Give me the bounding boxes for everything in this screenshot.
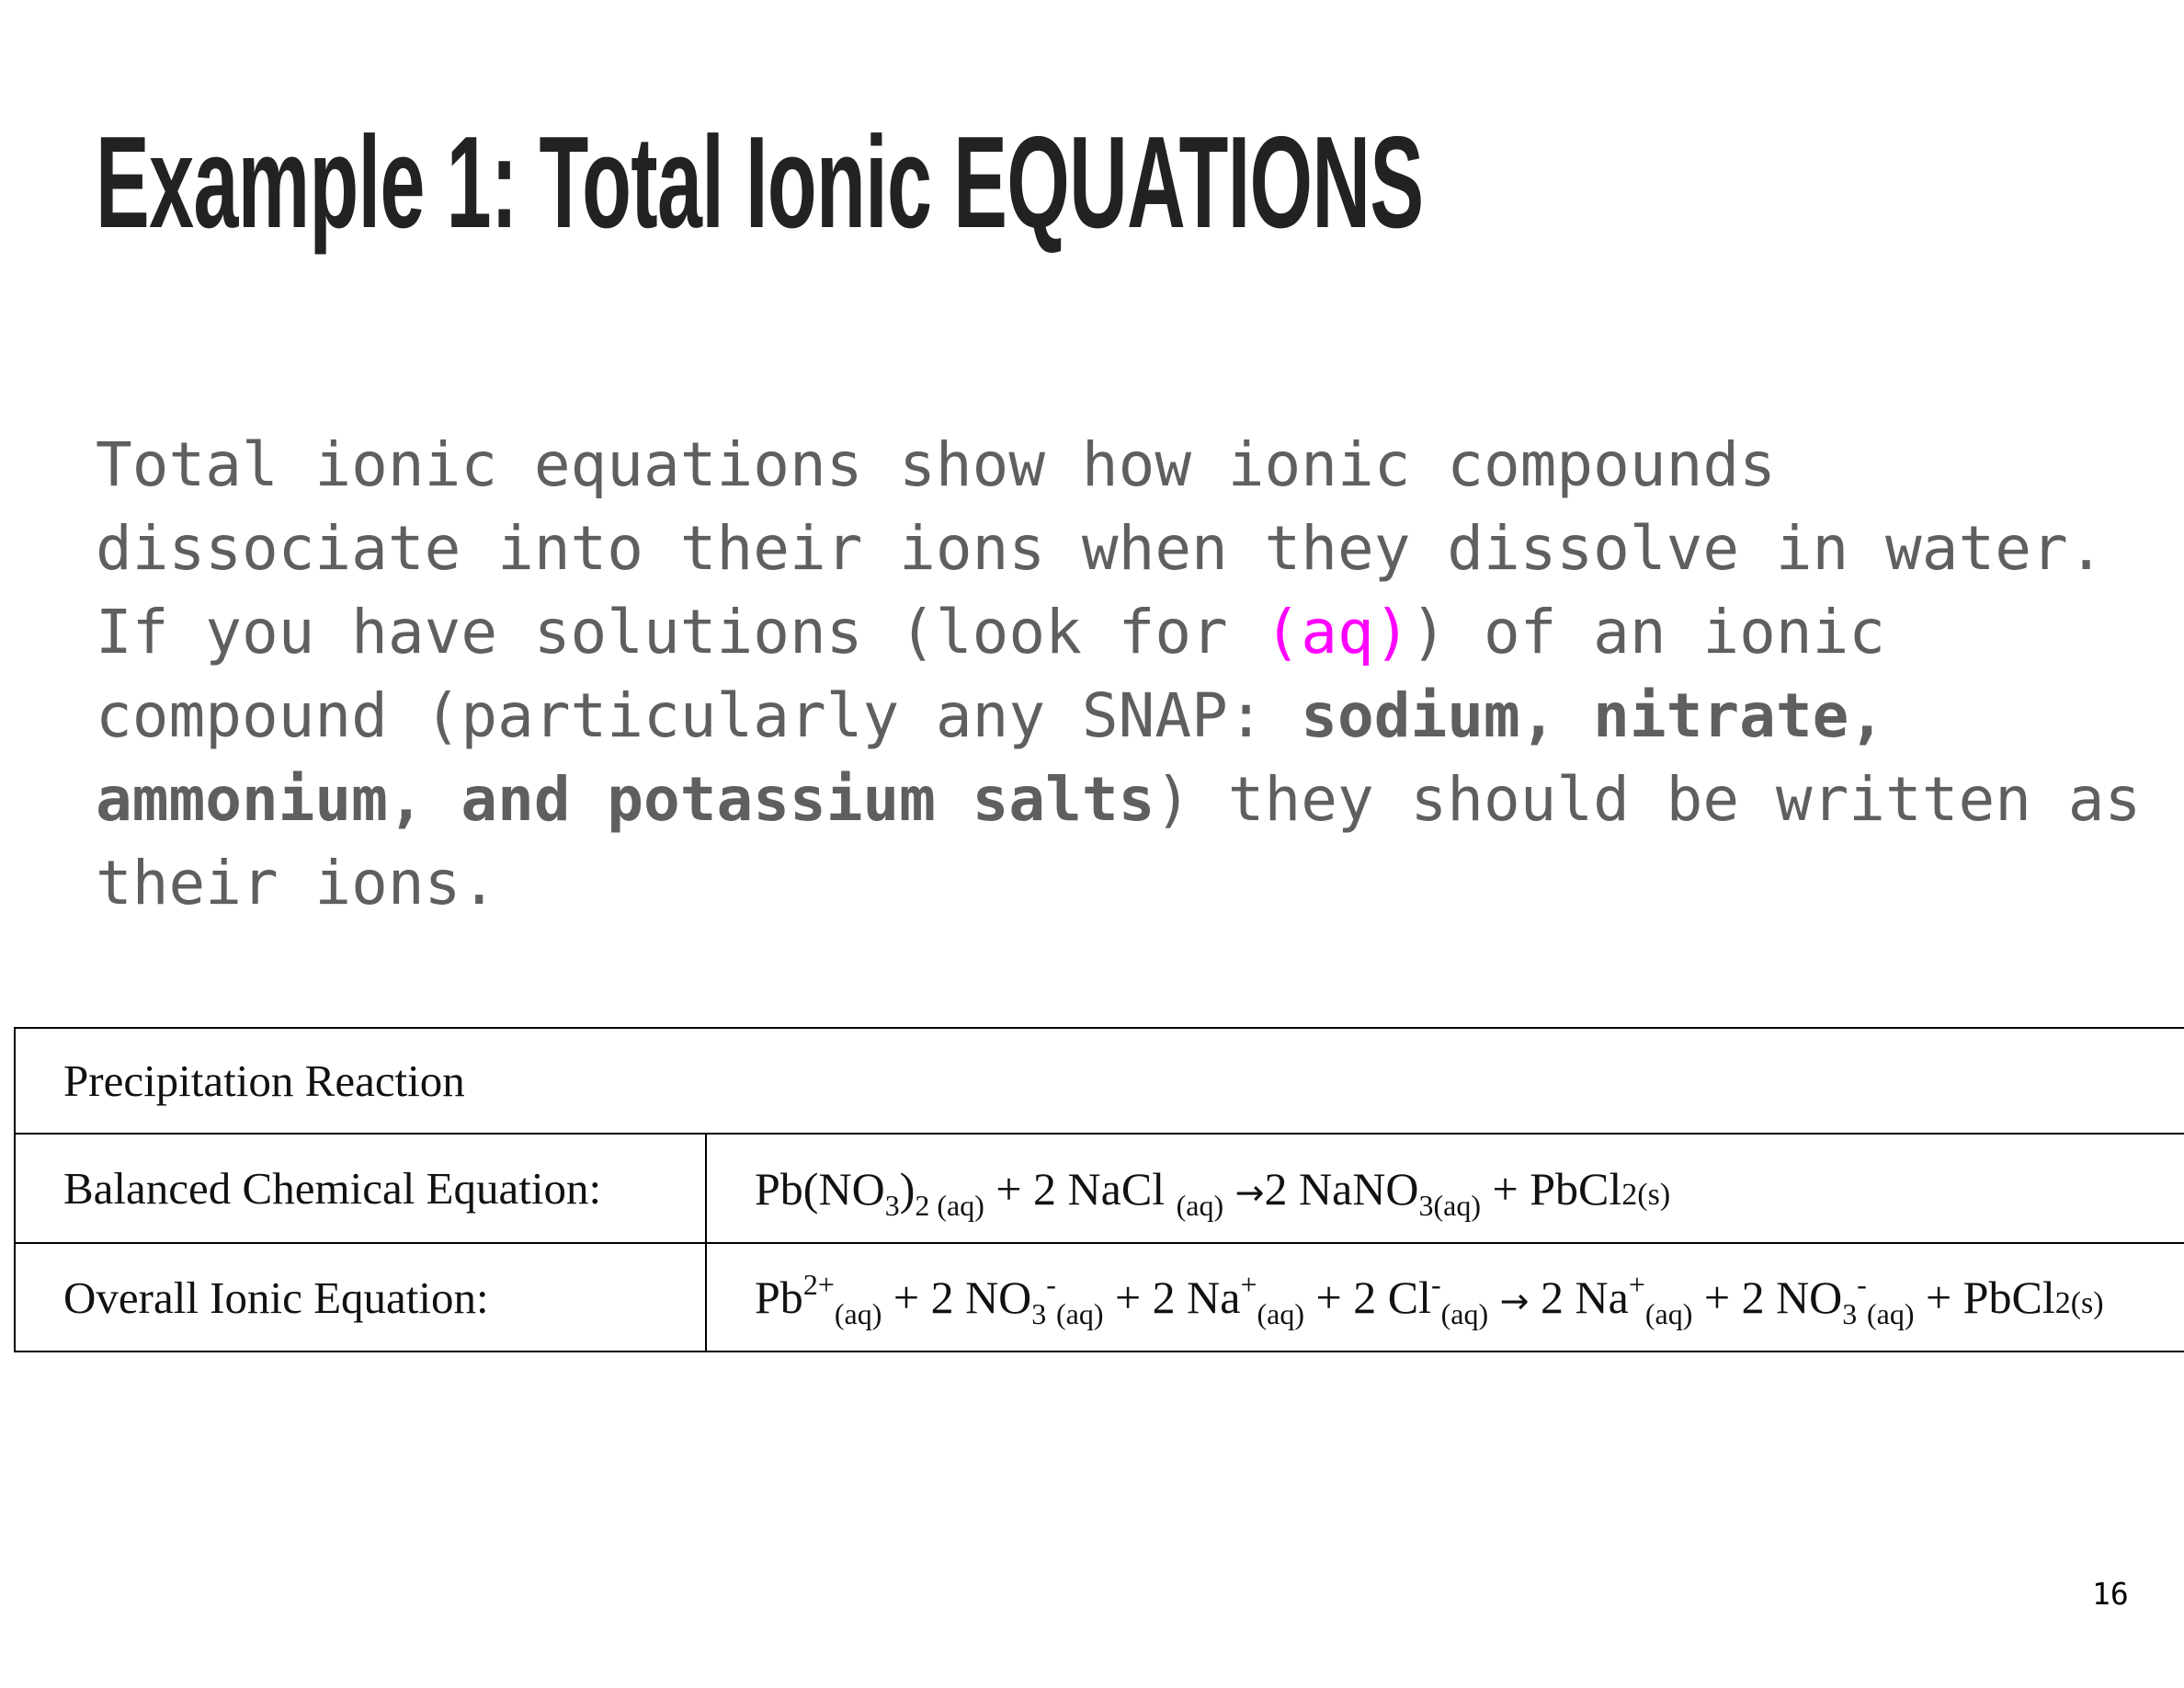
reaction-table (14, 1027, 2184, 1352)
table-row (15, 1134, 2184, 1243)
body-text-part1: Total ionic equations show how ionic compounds dissociate into their ions when they dissolve in water. If you have solutions (look for (96, 429, 2105, 667)
balanced-equation (706, 1134, 2184, 1243)
page-number: 16 (2092, 1576, 2129, 1612)
ionic-equation-label: Overall Ionic Equation: (15, 1243, 706, 1352)
snap-salts-bold: sodium, nitrate, ammonium, and potassium salts (96, 680, 1886, 835)
table-header-cell: Precipitation Reaction (15, 1028, 2184, 1134)
aq-highlight: (aq) (1264, 597, 1411, 667)
balanced-equation-label: Balanced Chemical Equation: (15, 1134, 706, 1243)
ionic-equation (706, 1243, 2184, 1352)
body-paragraph (96, 423, 2145, 925)
ionic-equation-formula: $Pb^{2+}_{(aq)} + 2$ $NO_3^-_{(aq)} + 2$ $Na^+_{(aq)} + 2$ $Cl^-_{(aq)} \to 2$ $Na^+_{(aq)} + 2$ $NO_3^-_{(aq)}$ + PbCl2(s) (755, 1268, 2104, 1330)
body-text-part2: ) of an ionic compound (particularly any SNAP: (96, 597, 1886, 751)
body-text-part3: ) they should be written as their ions. (96, 764, 2142, 918)
slide-title: Example 1: Total Ionic EQUATIONS (96, 109, 1424, 256)
table-header-row (15, 1028, 2184, 1134)
balanced-equation-formula: $Pb(NO_3)_{2 (aq)} + 2$ NaCl $_{(aq)}$ →2 NaNO$_{3(aq)}$ + PbCl2(s) (755, 1162, 1671, 1222)
table-row (15, 1243, 2184, 1352)
